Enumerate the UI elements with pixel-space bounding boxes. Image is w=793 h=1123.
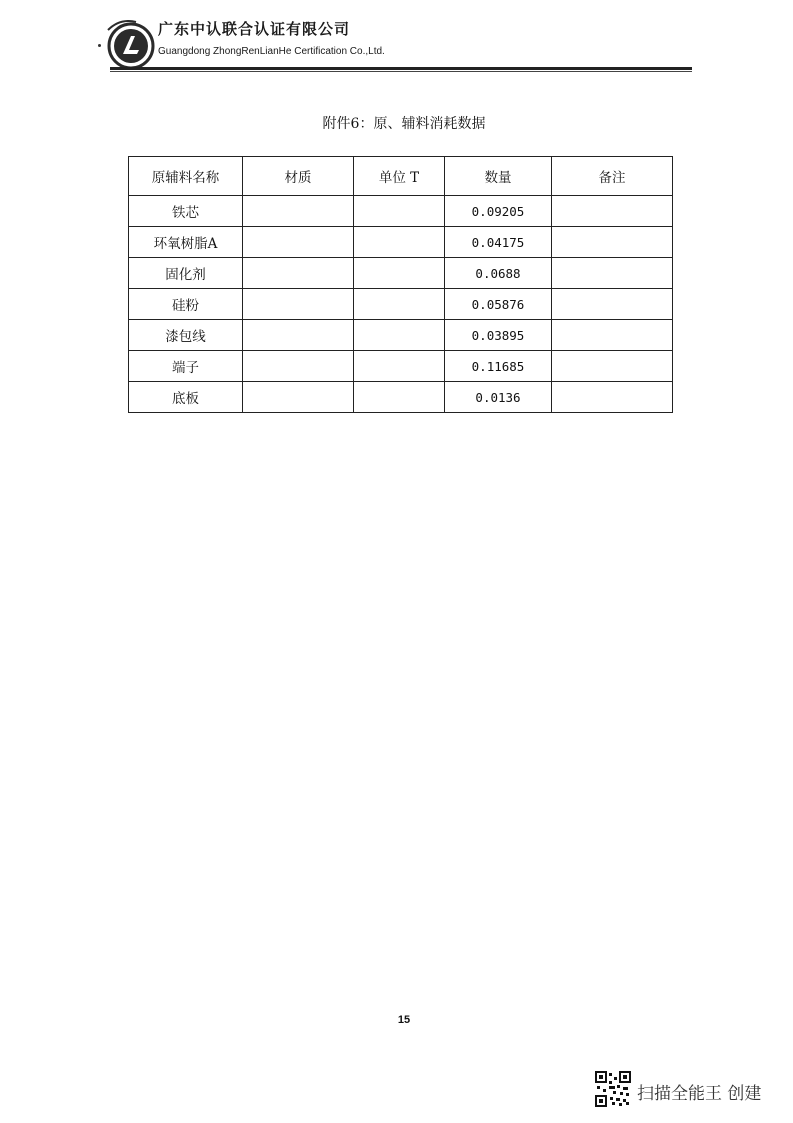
cell-material xyxy=(243,196,354,227)
table-row xyxy=(129,227,673,258)
scanner-watermark: 扫描全能王 创建 xyxy=(637,1084,762,1104)
cell-name: 环氧树脂A xyxy=(129,227,243,258)
cell-quantity: 0.09205 xyxy=(445,196,552,227)
cell-quantity: 0.03895 xyxy=(445,320,552,351)
qr-code-icon xyxy=(595,1071,631,1107)
cell-remark xyxy=(552,382,673,413)
cell-name: 端子 xyxy=(129,351,243,382)
cell-unit xyxy=(354,351,445,382)
cell-remark xyxy=(552,227,673,258)
table-row xyxy=(129,289,673,320)
header-material-name: 原辅料名称 xyxy=(129,157,243,196)
header-rule-thick xyxy=(110,67,692,70)
table-row xyxy=(129,382,673,413)
cell-unit xyxy=(354,382,445,413)
header-quantity: 数量 xyxy=(445,157,552,196)
cell-material xyxy=(243,289,354,320)
company-name-en: Guangdong ZhongRenLianHe Certification Co.,Ltd. xyxy=(158,46,385,57)
cell-unit xyxy=(354,320,445,351)
cell-name: 铁芯 xyxy=(129,196,243,227)
cell-material xyxy=(243,258,354,289)
header-unit: 单位 T xyxy=(354,157,445,196)
cell-material xyxy=(243,227,354,258)
page-number: 15 xyxy=(397,1014,411,1026)
table-header-row xyxy=(129,157,673,196)
table-row xyxy=(129,320,673,351)
cell-remark xyxy=(552,289,673,320)
company-logo-icon xyxy=(106,20,156,70)
table-row xyxy=(129,351,673,382)
materials-table xyxy=(128,156,673,413)
cell-unit xyxy=(354,258,445,289)
cell-remark xyxy=(552,351,673,382)
header-material-type: 材质 xyxy=(243,157,354,196)
cell-unit xyxy=(354,196,445,227)
cell-name: 硅粉 xyxy=(129,289,243,320)
cell-name: 漆包线 xyxy=(129,320,243,351)
header-remark: 备注 xyxy=(552,157,673,196)
cell-quantity: 0.05876 xyxy=(445,289,552,320)
cell-unit xyxy=(354,227,445,258)
cell-material xyxy=(243,320,354,351)
company-name-cn: 广东中认联合认证有限公司 xyxy=(158,20,351,38)
cell-quantity: 0.04175 xyxy=(445,227,552,258)
cell-name: 固化剂 xyxy=(129,258,243,289)
cell-remark xyxy=(552,258,673,289)
cell-remark xyxy=(552,196,673,227)
cell-quantity: 0.0136 xyxy=(445,382,552,413)
cell-material xyxy=(243,382,354,413)
table-row xyxy=(129,258,673,289)
cell-quantity: 0.0688 xyxy=(445,258,552,289)
cell-quantity: 0.11685 xyxy=(445,351,552,382)
header-rule-thin xyxy=(110,71,692,72)
table-row xyxy=(129,196,673,227)
cell-material xyxy=(243,351,354,382)
scan-mark xyxy=(98,44,101,47)
cell-name: 底板 xyxy=(129,382,243,413)
cell-remark xyxy=(552,320,673,351)
page-header xyxy=(96,12,696,74)
document-title: 附件6：原、辅料消耗数据 xyxy=(322,116,486,132)
cell-unit xyxy=(354,289,445,320)
